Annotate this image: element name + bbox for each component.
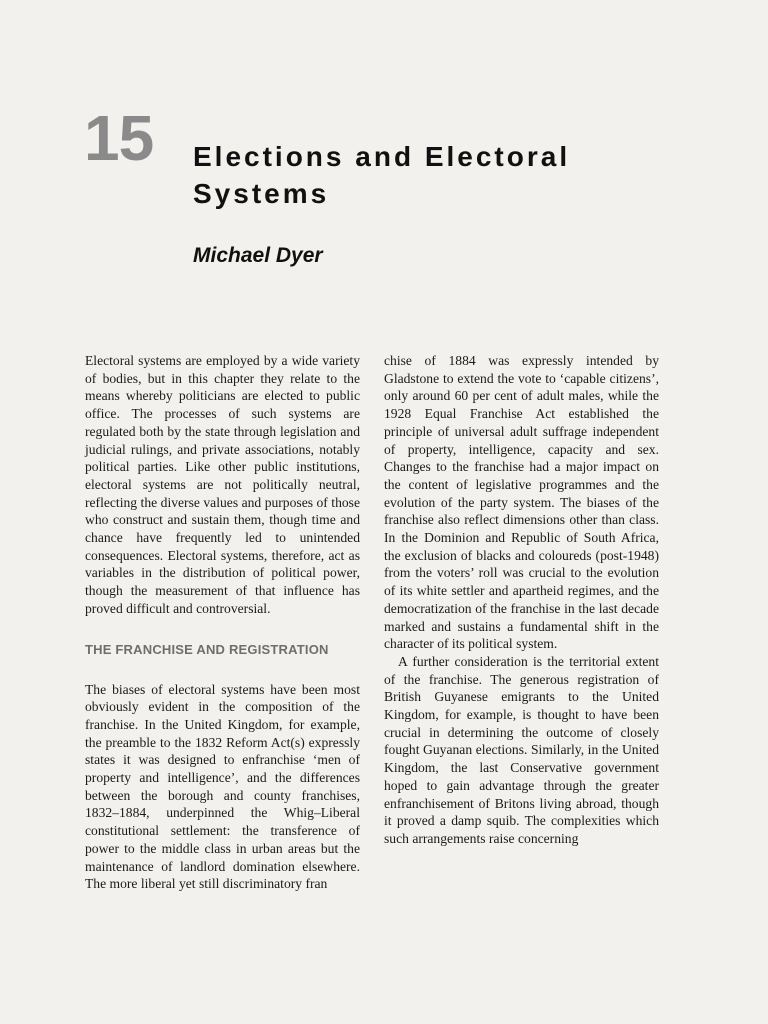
chapter-number: 15 (84, 102, 154, 174)
right-text-column (384, 352, 659, 848)
chapter-author: Michael Dyer (193, 244, 323, 267)
section-heading: THE FRANCHISE AND REGISTRATION (85, 641, 329, 657)
franchise-paragraph: The biases of electoral systems have been most obviously evident in the composition of the franchise. In the United Kingdom, for example, the preamble to the 1832 Reform Act(s) expressly states it was designed to enfranchise ‘men of property and intelligence’, and the differences between the borough and county franchises, 1832–1884, underpinned the Whig–Liberal constitutional settlement: the transference of power to the middle class in urban areas but the maintenance of landlord domination elsewhere. The more liberal yet still discriminatory fran (85, 681, 360, 892)
territorial-paragraph: A further consideration is the territorial extent of the franchise. The generous registration of British Guyanese emigrants to the United Kingdom, for example, is thought to have been crucial in determining the outcome of closely fought Guyanan elections. Similarly, in the United Kingdom, the last Conservative government hoped to gain advantage through the greater enfranchisement of Britons living abroad, though it proved a damp squib. The complexities which such arrangements raise concerning (384, 653, 659, 846)
chapter-title: Elections and Electoral Systems (193, 141, 571, 209)
continuation-paragraph: chise of 1884 was expressly intended by Gladstone to extend the vote to ‘capable citizens’, only around 60 per cent of adult males, while the 1928 Equal Franchise Act established the principle of universal adult suffrage independent of property, intelligence, capacity and sex. Changes to the franchise had a major impact on the content of legislative programmes and the evolution of the party system. The biases of the franchise also reflect dimensions other than class. In the Dominion and Republic of South Africa, the exclusion of blacks and coloureds (post-1948) from the voters’ roll was crucial to the evolution of its white settler and apartheid regimes, and the democratization of the franchise in the last decade marked and sustains a fundamental shift in the character of its political system. (384, 353, 659, 652)
intro-paragraph: Electoral systems are employed by a wide variety of bodies, but in this chapter they relate to the means whereby politicians are elected to public office. The processes of such systems are regulated both by the state through legislation and judicial rulings, and private associations, notably political parties. Like other public institutions, electoral systems are not politically neutral, reflecting the diverse values and purposes of those who construct and sustain them, though time and chance have frequently led to unintended consequences. Electoral systems, therefore, act as variables in the distribution of political power, though the measurement of that influence has proved difficult and controversial. (85, 353, 360, 616)
left-text-column (85, 352, 360, 893)
